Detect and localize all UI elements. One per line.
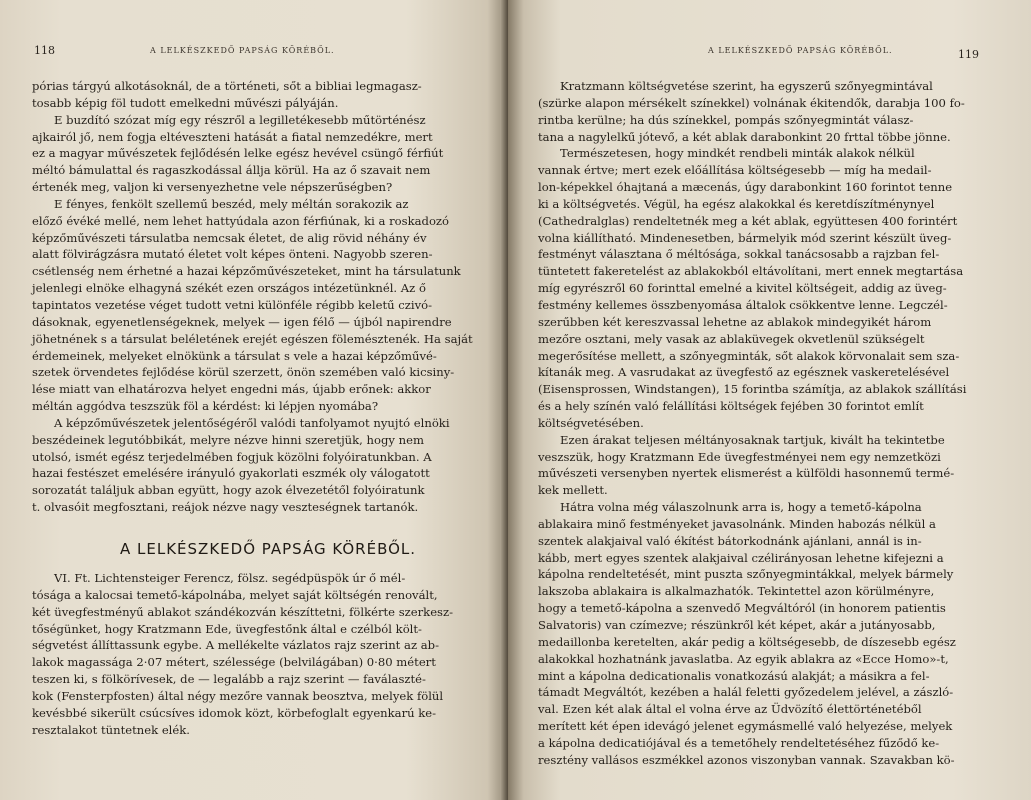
text-line: dásoknak, egyenetlenségeknek, melyek — igen félő — újból napirendre bbox=[32, 314, 452, 329]
text-line: Kratzmann költségvetése szerint, ha egyszerű szőnyegmintával bbox=[560, 79, 933, 93]
left-section-text bbox=[32, 570, 483, 738]
text-line: lése miatt van elhatározva helyet engedni más, újabb erőnek: akkor bbox=[32, 382, 431, 397]
text-line: tana a nagylelkű jótevő, a két ablak darabonkint 20 frttal többe jönne. bbox=[538, 129, 951, 144]
text-line: sorozatát találjuk abban együtt, hogy azok élvezetétől folyóiratunk bbox=[32, 483, 425, 498]
text-line: alatt fölvirágzásra mutató életet volt képes önteni. Nagyobb szeren- bbox=[32, 247, 433, 262]
text-line: tósága a kalocsai temető-kápolnába, melyet saját költségén renovált, bbox=[32, 587, 438, 602]
text-line: támadt Megváltót, kezében a halál feletti győzedelem jelével, a zászló- bbox=[538, 685, 954, 700]
text-line: rintba kerülne; ha dús színekkel, pompás szőnyegmintát válasz- bbox=[538, 112, 914, 127]
section-title: A LELKÉSZKEDŐ PAPSÁG KÖRÉBŐL. bbox=[120, 540, 417, 558]
text-line: ez a magyar művészetek fejlődésén lelke egész hevével csüngő férfiút bbox=[32, 146, 444, 161]
right-page bbox=[508, 0, 1031, 800]
text-line: és a hely színén való felállítási költségek fejében 30 forintot említ bbox=[538, 399, 924, 414]
text-line: kább, mert egyes szentek alakjaival czélirányosan lehetne kifejezni a bbox=[538, 550, 944, 565]
text-line: teszen ki, s fölkörívesek, de — legalább a rajz szerint — faválaszté- bbox=[32, 672, 426, 687]
text-line: ségvetést állíttassunk egybe. A mellékelte vázlatos rajz szerint az ab- bbox=[32, 638, 439, 653]
text-line: szetek örvendetes fejlődése körül szerzett, önön szemében való kicsiny- bbox=[32, 365, 455, 380]
text-line: hogy a temető-kápolna a szenvedő Megváltóról (in honorem patientis bbox=[538, 601, 946, 616]
text-line: hazai festészet emelésére irányuló gyakorlati eszmék oly válogatott bbox=[32, 466, 430, 481]
text-line: méltán aggódva teszszük föl a kérdést: ki lépjen nyomába? bbox=[32, 399, 379, 414]
text-line: kok (Fensterpfosten) által négy mezőre vannak beosztva, melyek fölül bbox=[32, 688, 444, 703]
left-page bbox=[0, 0, 508, 800]
running-head-right: A LELKÉSZKEDŐ PAPSÁG KÖRÉBŐL. bbox=[708, 46, 893, 55]
text-line: a kápolna dedicatiójával és a temetőhely rendeltetéséhez fűződő ke- bbox=[538, 735, 940, 750]
text-line: kítanák meg. A vasrudakat az üvegfestő az egésznek vaskeretelésével bbox=[538, 365, 950, 380]
running-head-left: A LELKÉSZKEDŐ PAPSÁG KÖRÉBŐL. bbox=[150, 46, 335, 55]
text-line: (szürke alapon mérsékelt színekkel) volnának ékitendők, darabja 100 fo- bbox=[538, 95, 965, 110]
page-number-right: 119 bbox=[958, 48, 979, 61]
text-line: festményt választana ő méltósága, sokkal tanácsosabb a rajzban fel- bbox=[538, 247, 940, 262]
text-line: (Eisensprossen, Windstangen), 15 forintba számítja, az ablakok szállítási bbox=[538, 382, 967, 397]
text-line: alakokkal hozhatnánk javaslatba. Az egyik ablakra az «Ecce Homo»-t, bbox=[538, 651, 949, 666]
text-line: tosabb képig föl tudott emelkedni művészi pályáján. bbox=[32, 95, 339, 110]
text-line: ajkairól jő, nem fogja eltéveszteni hatását a fiatal nemzedékre, mert bbox=[32, 129, 433, 144]
text-line: képzőművészeti társulatba nemcsak életet, de alig rövid néhány év bbox=[32, 230, 427, 245]
text-line: méltó bámulattal és ragaszkodással állja körül. Ha az ő szavait nem bbox=[32, 163, 431, 178]
text-line: kek mellett. bbox=[538, 483, 608, 498]
text-line: resztalakot tüntetnek elék. bbox=[32, 722, 190, 737]
text-line: vannak értve; mert ezek előállítása költségesebb — míg ha medail- bbox=[538, 163, 932, 178]
text-line: két üvegfestményű ablakot szándékozván készíttetni, fölkérte szerkesz- bbox=[32, 604, 454, 619]
text-line: utolsó, ismét egész terjedelmében fogjuk közölni folyóiratunkban. A bbox=[32, 449, 432, 464]
text-line: beszédeinek legutóbbikát, melyre nézve hinni szeretjük, hogy nem bbox=[32, 432, 424, 447]
text-line: ablakaira minő festményeket javasolnánk. Minden habozás nélkül a bbox=[538, 516, 936, 531]
text-line: mezőre osztani, mely vasak az ablaküvegek okvetlenül szükségelt bbox=[538, 331, 925, 346]
text-line: míg egyrészről 60 forinttal emelné a kivitel költségeit, addig az üveg- bbox=[538, 281, 947, 296]
text-line: csétlenség nem érhetné a hazai képzőművészeteket, mint ha társulatunk bbox=[32, 264, 461, 279]
text-line: tőségünket, hogy Kratzmann Ede, üvegfestőnk által e czélból költ- bbox=[32, 621, 422, 636]
text-line: kevésbbé sikerült csúcsíves idomok közt, körbefoglalt egyenkarú ke- bbox=[32, 705, 437, 720]
text-line: merített két épen idevágó jelenet egymásmellé való helyezése, melyek bbox=[538, 719, 953, 734]
text-line: lakszoba ablakaira is alkalmazhatók. Tekintettel azon körülményre, bbox=[538, 584, 935, 599]
text-line: jöhetnének s a társulat beléletének erejét egészen fölemésztenék. Ha saját bbox=[32, 331, 473, 346]
text-line: VI. Ft. Lichtensteiger Ferencz, fölsz. segédpüspök úr ő mél- bbox=[54, 571, 406, 585]
text-line: érdemeinek, melyeket elnökünk a társulat s vele a hazai képzőművé- bbox=[32, 348, 437, 363]
text-line: tapintatos vezetése véget tudott vetni különféle régibb keletű czivó- bbox=[32, 297, 433, 312]
text-line: t. olvasóit megfosztani, reájok nézve nagy veszteségnek tartanók. bbox=[32, 500, 419, 515]
text-line: A képzőművészetek jelentőségéről valódi tanfolyamot nyujtó elnöki bbox=[54, 415, 450, 430]
text-line: művészeti versenyben nyertek elismerést a külföldi hasonnemű termé- bbox=[538, 466, 955, 481]
text-line: pórias tárgyú alkotásoknál, de a történeti, sőt a bibliai legmagasz- bbox=[32, 79, 422, 93]
text-line: Salvatoris) van czímezve; részünkről két képet, akár a jutányosabb, bbox=[538, 618, 936, 632]
text-line: szentek alakjaival való ékítést bátorkodnánk ajánlani, annál is in- bbox=[538, 533, 922, 548]
text-line: értenék meg, valjon ki versenyezhetne vele népszerűségben? bbox=[32, 180, 393, 195]
text-line: E fényes, fenkölt szellemű beszéd, mely méltán sorakozik az bbox=[54, 196, 409, 211]
text-line: mint a kápolna dedicationalis vonatkozású alakját; a másikra a fel- bbox=[538, 668, 930, 683]
page-number-left: 118 bbox=[34, 44, 55, 57]
text-line: lon-képekkel óhajtaná a mæcenás, úgy darabonkint 160 forintot tenne bbox=[538, 180, 953, 195]
text-line: szerűbben két kereszvassal lehetne az ablakok mindegyikét három bbox=[538, 314, 932, 329]
text-line: val. Ezen két alak által el volna érve az Üdvözítő élettörténetéből bbox=[538, 702, 922, 717]
text-line: E buzdító szózat míg egy részről a legilletékesebb műtörténész bbox=[54, 112, 426, 127]
text-line: resztény vallásos eszmékkel azonos viszonyban vannak. Szavakban kö- bbox=[538, 752, 955, 767]
text-line: jelenlegi elnöke elhagyná székét ezen országos intézetünknél. Az ő bbox=[32, 281, 426, 296]
text-line: medaillonba keretelten, akár pedig a költségesebb, de díszesebb egész bbox=[538, 634, 956, 649]
text-line: Hátra volna még válaszolnunk arra is, hogy a temető-kápolna bbox=[560, 500, 922, 515]
text-line: Természetesen, hogy mindkét rendbeli minták alakok nélkül bbox=[560, 146, 915, 161]
text-line: lakok magassága 2·07 métert, szélessége (belvilágában) 0·80 métert bbox=[32, 655, 436, 670]
text-line: megerősítése mellett, a szőnyegminták, sőt alakok körvonalait sem sza- bbox=[538, 348, 960, 363]
text-line: (Cathedralglas) rendeltetnék meg a két ablak, együttesen 400 forintért bbox=[538, 213, 958, 228]
text-line: volna kiállítható. Mindenesetben, bármelyik mód szerint készült üveg- bbox=[538, 230, 952, 245]
text-line: tüntetett fakeretelést az ablakokból eltávolítani, mert ennek megtartása bbox=[538, 264, 964, 279]
text-line: festmény kellemes összbenyomása általok csökkentve lenne. Legczél- bbox=[538, 297, 948, 312]
left-body-text bbox=[32, 78, 483, 516]
text-line: Ezen árakat teljesen méltányosaknak tartjuk, kivált ha tekintetbe bbox=[560, 432, 945, 447]
text-line: előző évéké mellé, nem lehet hattyúdala azon férfiúnak, ki a roskadozó bbox=[32, 213, 450, 228]
text-line: veszszük, hogy Kratzmann Ede üvegfestményei nem egy nemzetközi bbox=[538, 449, 941, 464]
text-line: ki a költségvetés. Végül, ha egész alakokkal és keretdíszítménynyel bbox=[538, 196, 935, 211]
text-line: kápolna rendeltetését, mint puszta szőnyegmintákkal, melyek bármely bbox=[538, 567, 954, 582]
right-body-text bbox=[538, 78, 978, 769]
text-line: költségvetésében. bbox=[538, 415, 644, 430]
